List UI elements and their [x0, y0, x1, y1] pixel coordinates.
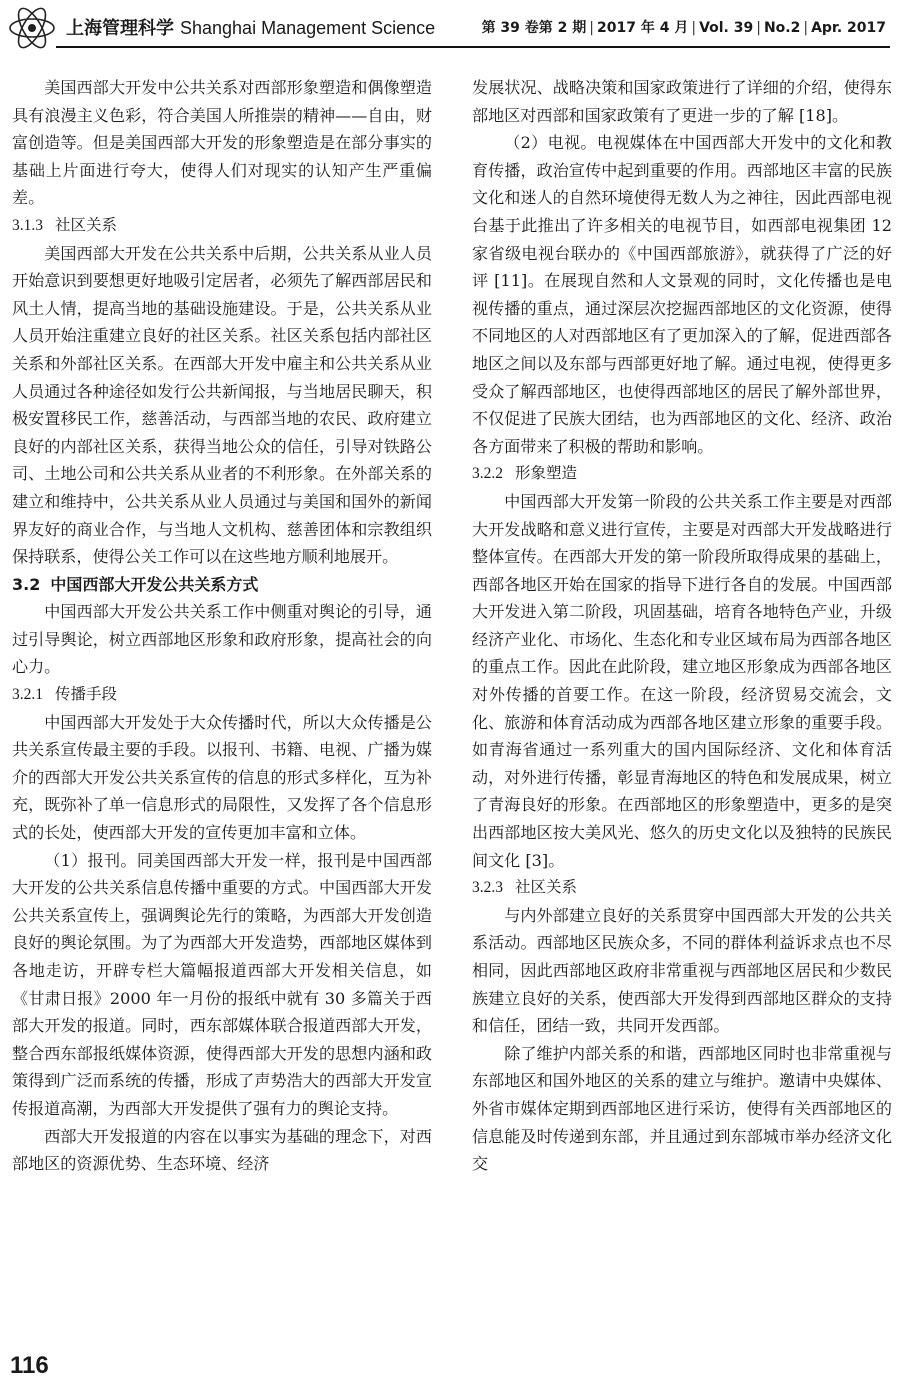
issue-number: No.2	[763, 20, 801, 36]
section-heading-3-1-3	[12, 212, 432, 240]
date-en: Apr. 2017	[811, 20, 886, 36]
left-column	[12, 74, 432, 1178]
journal-logo-icon	[6, 4, 58, 52]
journal-title-cn: 上海管理科学	[66, 18, 174, 39]
page-header	[0, 0, 898, 56]
paragraph: 美国西部大开发中公共关系对西部形象塑造和偶像塑造具有浪漫主义色彩，符合美国人所推崇的精神——自由，财富创造等。但是美国西部大开发的形象塑造是在部分事实的基础上片面进行夸大，使得人们对现实的认知产生严重偏差。	[12, 78, 432, 208]
journal-title	[66, 14, 435, 40]
section-title: 社区关系	[55, 215, 118, 234]
date-cn: 2017 年 4 月	[597, 20, 689, 36]
section-heading-3-2	[12, 571, 432, 599]
journal-title-en: Shanghai Management Science	[180, 18, 436, 38]
paragraph: 美国西部大开发在公共关系中后期，公共关系从业人员开始意识到要想更好地吸引定居者，必须先了解西部居民和风土人情，提高当地的基础设施建设。于是，公共关系从业人员开始注重建立良好的社区关系。社区关系包括内部社区关系和外部社区关系。在西部大开发中雇主和公共关系从业人员通过各种途径如发行公共新闻报，与当地居民聊天，积极安置移民工作，慈善活动，与西部当地的农民、政府建立良好的内部社区关系，获得当地公众的信任，引导对铁路公司、土地公司和公共关系从业者的不利形象。在外部关系的建立和维持中，公共关系从业人员通过与美国和国外的新闻界友好的商业合作，与当地人文机构、慈善团体和宗教组织保持联系，使得公关工作可以在这些地方顺利地展开。	[12, 243, 432, 567]
paragraph: （1）报刊。同美国西部大开发一样，报刊是中国西部大开发的公共关系信息传播中重要的方式。中国西部大开发公共关系宣传上，强调舆论先行的策略，为西部大开发创造良好的舆论氛围。为了为西部大开发造势，西部地区媒体到各地走访，开辟专栏大篇幅报道西部大开发相关信息，如《甘肃日报》2000 年一月份的报纸中就有 30 多篇关于西部大开发的报道。同时，西东部媒体联合报道西部大开发，整合西东部报纸媒体资源，使得西部大开发的思想内涵和政策得到广泛而系统的传播，形成了声势浩大的西部大开发宣传报道高潮，为西部大开发提供了强有力的舆论支持。	[12, 850, 432, 1118]
volume: Vol. 39	[699, 20, 754, 36]
paragraph-continued: 发展状况、战略决策和国家政策进行了详细的介绍，使得东部地区对西部和国家政策有了更进一步的了解 [18]。	[472, 78, 892, 125]
section-number: 3.1.3	[12, 216, 43, 234]
paragraph: 与内外部建立良好的关系贯穿中国西部大开发的公共关系活动。西部地区民族众多，不同的群体利益诉求点也不尽相同，因此西部地区政府非常重视与西部地区居民和少数民族建立良好的关系，使西部大开发得到西部地区群众的支持和信任，团结一致，共同开发西部。	[472, 905, 892, 1036]
section-number: 3.2	[12, 574, 41, 594]
paragraph: 中国西部大开发第一阶段的公共关系工作主要是对西部大开发战略和意义进行宣传，主要是对西部大开发战略进行整体宣传。在西部大开发的第一阶段所取得成果的基础上，西部各地区开始在国家的指导下进行各自的发展。中国西部大开发进入第二阶段，巩固基础，培育各地特色产业，升级经济产业化、市场化、生态化和专业区域布局为西部各地区的重点工作。因此在此阶段，建立地区形象成为西部各地区对外传播的首要工作。在这一阶段，经济贸易交流会，文化、旅游和体育活动成为西部各地区建立形象的重要手段。如青海省通过一系列重大的国内国际经济、文化和体育活动，对外进行传播，彰显青海地区的特色和发展成果，树立了青海良好的形象。在西部地区的形象塑造中，更多的是突出西部地区按大美风光、悠久的历史文化以及独特的民族民间文化 [3]。	[472, 491, 892, 870]
paragraph: 西部大开发报道的内容在以事实为基础的理念下，对西部地区的资源优势、生态环境、经济	[12, 1126, 432, 1174]
section-heading-3-2-3	[472, 874, 892, 902]
header-rule	[56, 46, 890, 48]
section-title: 中国西部大开发公共关系方式	[50, 574, 259, 594]
issue-info: 第 39 卷第 2 期 | 2017 年 4 月 | Vol. 39 | No.2 | Apr. 2017	[481, 20, 886, 36]
paragraph: 中国西部大开发处于大众传播时代，所以大众传播是公共关系宣传最主要的手段。以报刊、书籍、电视、广播为媒介的西部大开发公共关系宣传的信息的形式多样化，互为补充，既弥补了单一信息形式的局限性，又发挥了各个信息形式的长处，使西部大开发的宣传更加丰富和立体。	[12, 712, 432, 843]
paragraph: 除了维护内部关系的和谐，西部地区同时也非常重视与东部地区和国外地区的关系的建立与维护。邀请中央媒体、外省市媒体定期到西部地区进行采访，使得有关西部地区的信息能及时传递到东部，并且通过到东部城市举办经济文化交	[472, 1043, 892, 1174]
section-title: 形象塑造	[515, 464, 578, 483]
page-number: 116	[10, 1352, 49, 1379]
section-number: 3.2.2	[472, 465, 503, 483]
section-heading-3-2-2	[472, 460, 892, 488]
section-title: 传播手段	[55, 685, 118, 704]
section-title: 社区关系	[515, 878, 578, 897]
paragraph: 中国西部大开发公共关系工作中侧重对舆论的引导，通过引导舆论，树立西部地区形象和政府形象，提高社会的向心力。	[12, 602, 432, 677]
right-column	[472, 74, 892, 1178]
section-number: 3.2.1	[12, 686, 43, 704]
paragraph: （2）电视。电视媒体在中国西部大开发中的文化和教育传播，政治宣传中起到重要的作用。西部地区丰富的民族文化和迷人的自然环境使得无数人为之神往，因此西部电视台基于此推出了许多相关的电视节目，如西部电视集团 12 家省级电视台联办的《中国西部旅游》，就获得了广泛的好评 [11]。在展现自然和人文景观的同时，文化传播也是电视传播的重点，通过深层次挖掘西部地区的文化资源，使得不同地区的人对西部地区有了更加深入的了解，促进西部各地区之间以及东部与西部更好地了解。通过电视，使得更多受众了解西部地区，也使得西部地区的居民了解外部世界，不仅促进了民族大团结，也为西部地区的文化、经济、政治各方面带来了积极的帮助和影响。	[472, 133, 892, 456]
issue-cn: 第 39 卷第 2 期	[481, 20, 587, 36]
section-heading-3-2-1	[12, 681, 432, 709]
section-number: 3.2.3	[472, 879, 503, 897]
